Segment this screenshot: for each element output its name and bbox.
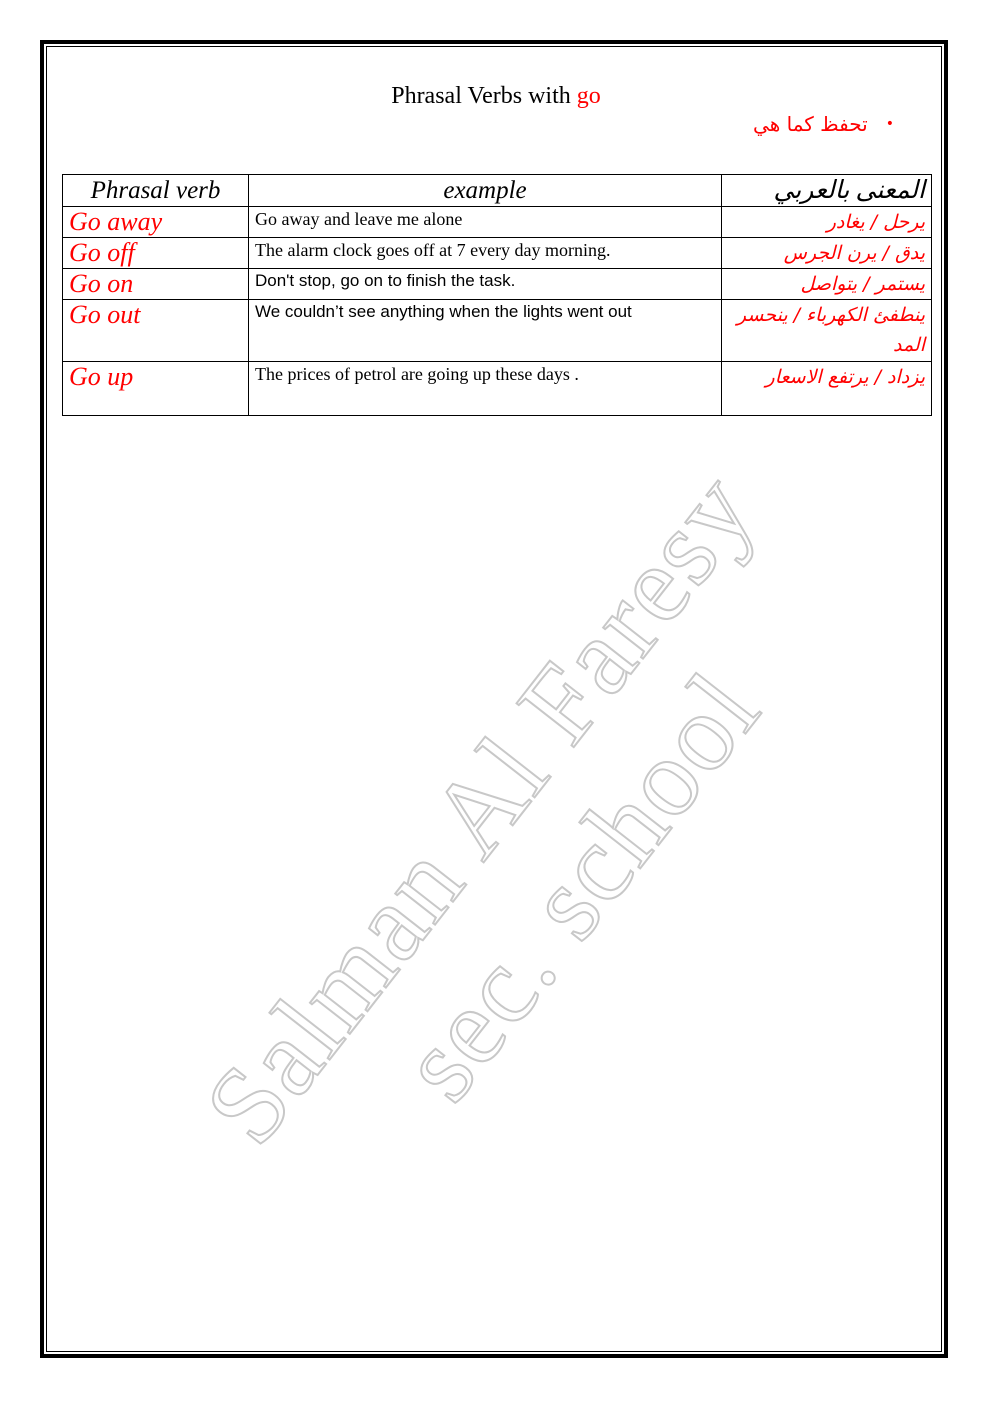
arabic-cell: يستمر / يتواصل (722, 269, 932, 300)
table-row (63, 300, 932, 362)
watermark: Salman Al Faresy sec. school (180, 449, 784, 1166)
title-text: Phrasal Verbs with (391, 83, 577, 109)
verb-cell: Go up (63, 362, 249, 416)
table-header-row (63, 175, 932, 207)
header-arabic-meaning: المعنى بالعربي (722, 175, 932, 207)
example-cell: The prices of petrol are going up these days . (249, 362, 722, 416)
memorize-note (753, 112, 894, 136)
arabic-cell: يدق / يرن الجرس (722, 238, 932, 269)
arabic-cell: يزداد / يرتفع الاسعار (722, 362, 932, 416)
table-row (63, 207, 932, 238)
title-accent: go (576, 83, 601, 109)
bullet-icon: • (885, 116, 894, 132)
header-phrasal-verb: Phrasal verb (63, 175, 249, 207)
example-cell: Go away and leave me alone (249, 207, 722, 238)
example-cell: Don't stop, go on to finish the task. (249, 269, 722, 300)
table-row (63, 238, 932, 269)
example-cell: The alarm clock goes off at 7 every day morning. (249, 238, 722, 269)
example-cell: We couldn’t see anything when the lights went out (249, 300, 722, 362)
arabic-cell: ينطفئ الكهرباء / ينحسر المد (722, 300, 932, 362)
table-row (63, 362, 932, 416)
page-title (0, 83, 992, 110)
header-example: example (249, 175, 722, 207)
arabic-cell: يرحل / يغادر (722, 207, 932, 238)
phrasal-verbs-table (62, 174, 932, 416)
note-text: تحفظ كما هي (753, 112, 868, 136)
verb-cell: Go away (63, 207, 249, 238)
verb-cell: Go out (63, 300, 249, 362)
table-row (63, 269, 932, 300)
verb-cell: Go on (63, 269, 249, 300)
verb-cell: Go off (63, 238, 249, 269)
